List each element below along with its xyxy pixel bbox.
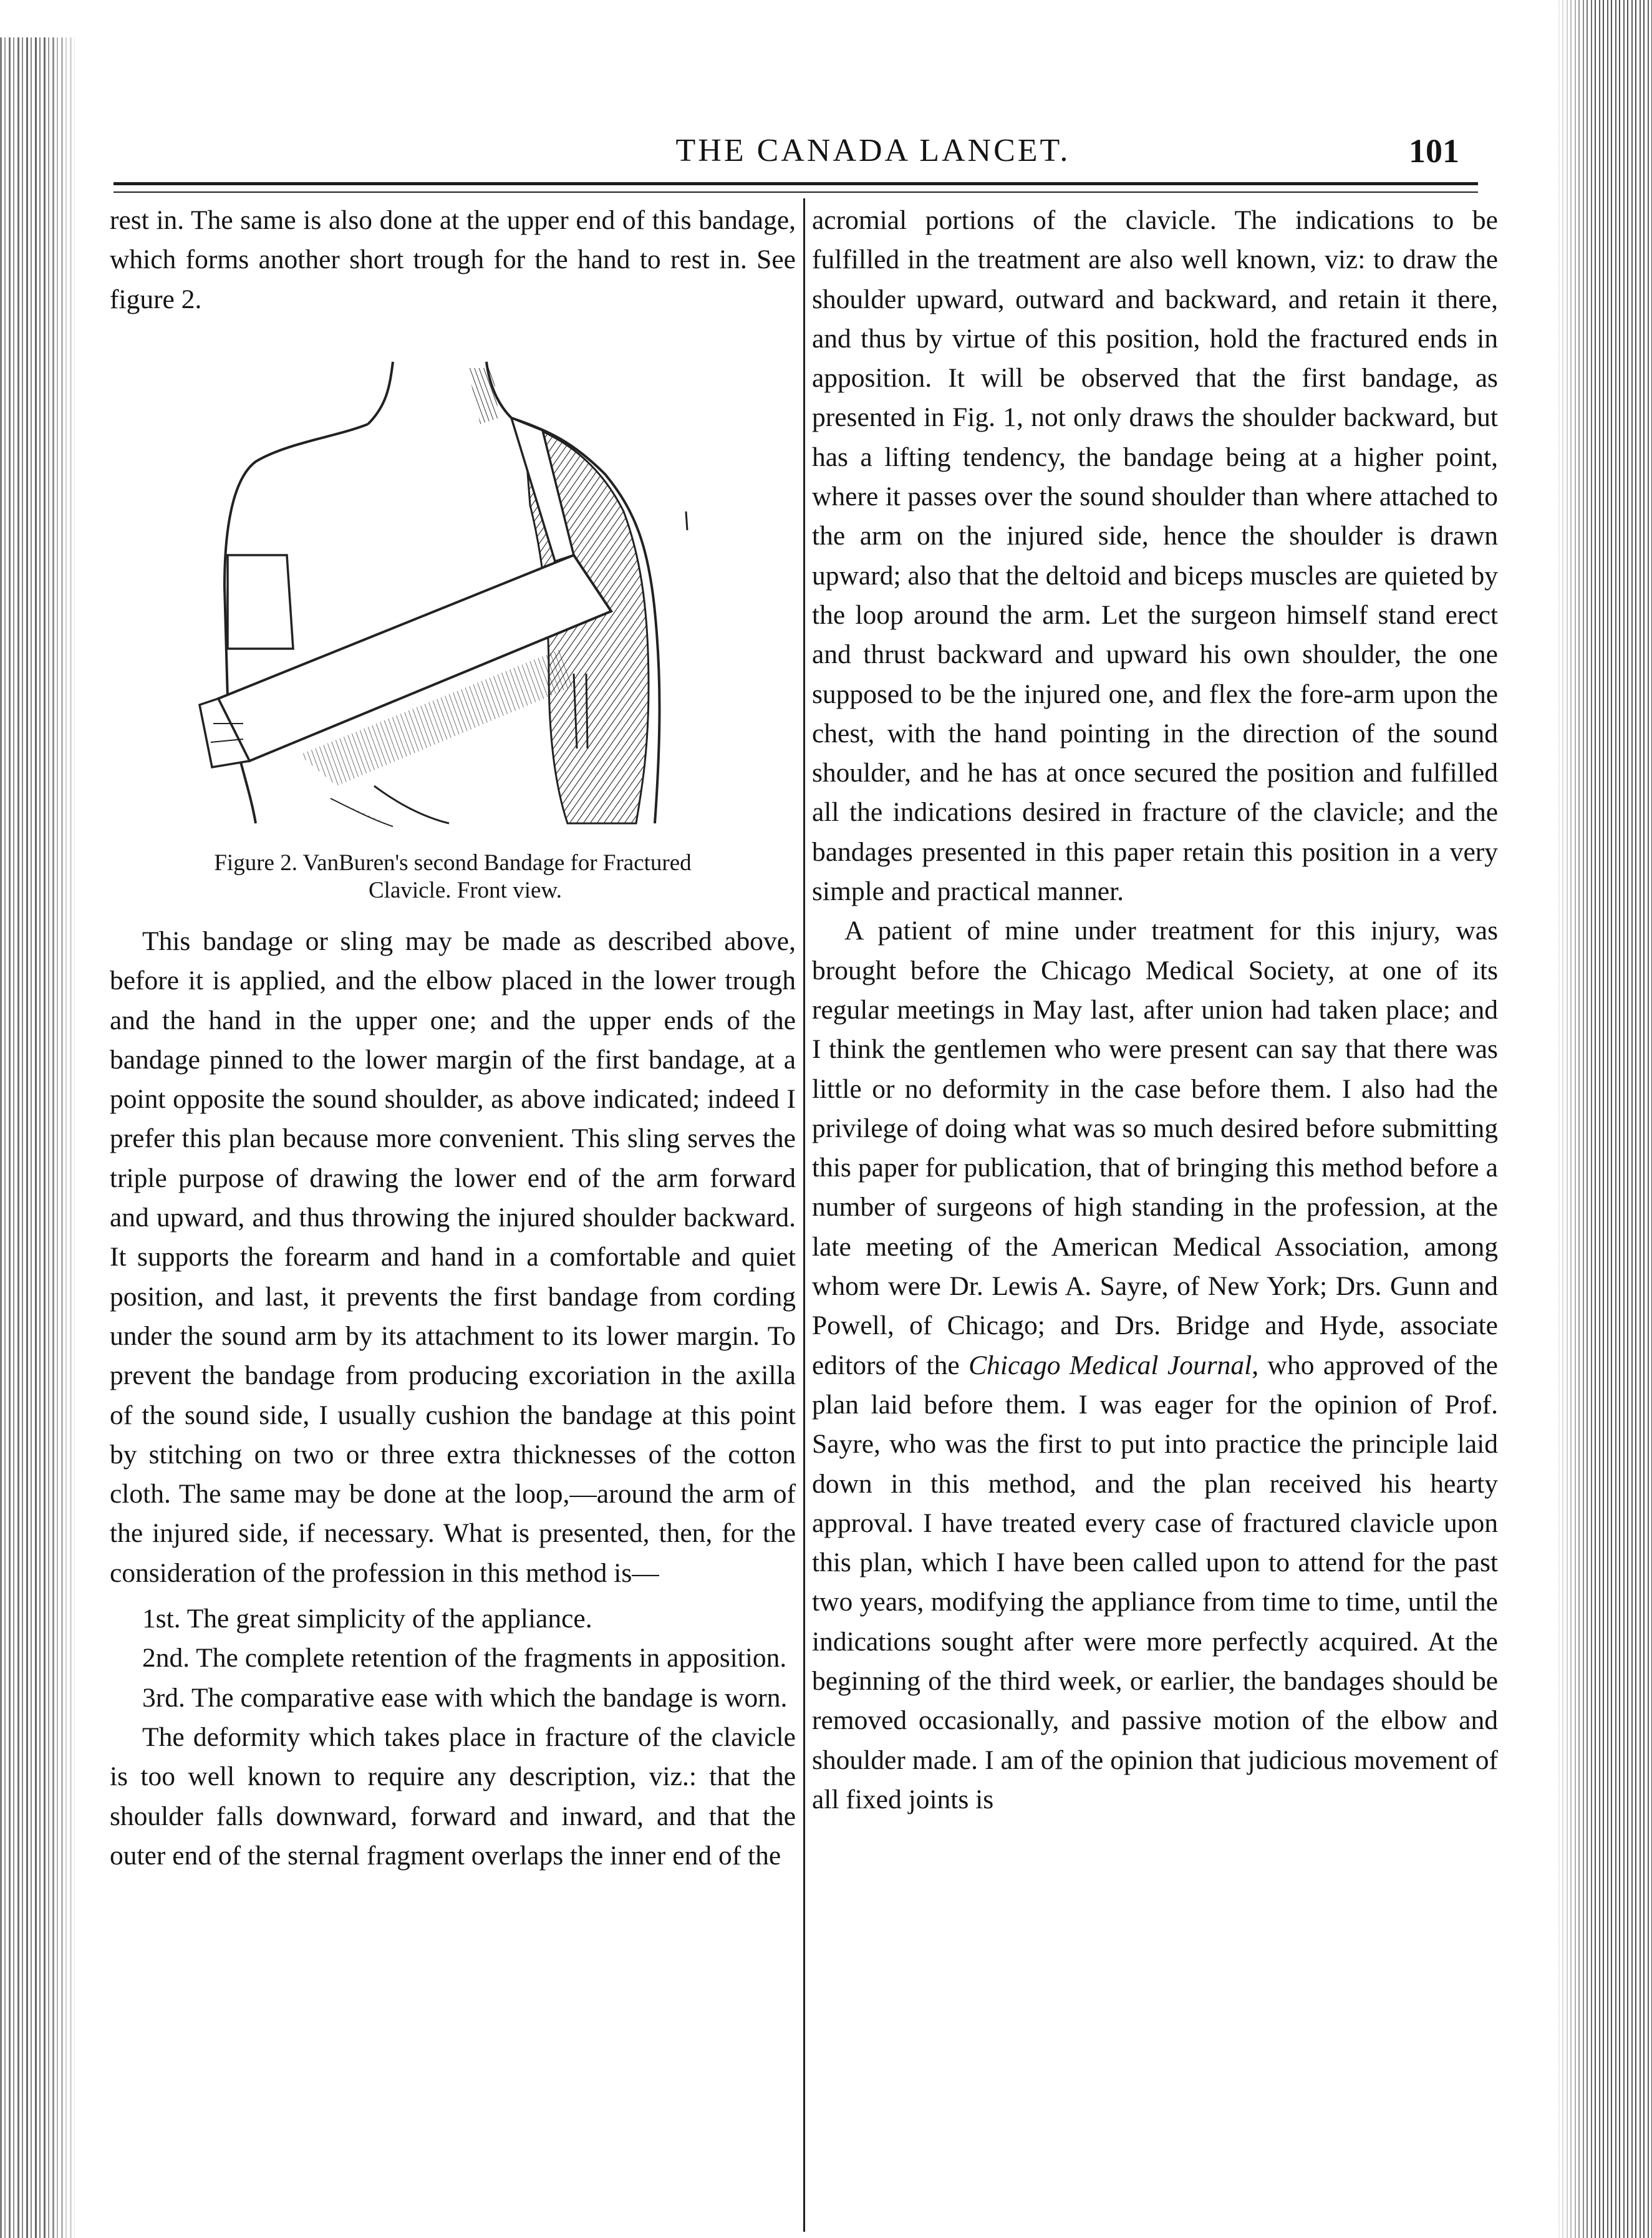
right-column [812,201,1498,1819]
list-item-3: 3rd. The comparative ease with which the bandage is worn. [142,1682,788,1713]
journal-title: THE CANADA LANCET. [675,133,1071,168]
caption-line-1: Figure 2. VanBuren's second Bandage for Fractured [214,850,692,876]
scan-edge-left [0,37,75,2238]
paragraph-deformity: The deformity which takes place in fracture of the clavicle is too well known to require any description, viz.: that the shoulder falls downward, forward and inward, and that the outer end of the sternal fragment overlaps the inner end of the [110,1722,796,1871]
list-item-2: 2nd. The complete retention of the fragments in apposition. [142,1643,787,1674]
page-number: 101 [1409,132,1459,170]
left-column [110,201,796,319]
patient-text-after: , who approved of the plan laid before them. I was eager for the opinion of Prof. Sayre, who was the first to put into practice the principle laid down in this method, and the plan received his hearty approval. I have treated every case of fractured clavicle upon this plan, which I have been called upon to attend for the past two years, modifying the appliance from time to time, until the indications sought after were more perfectly acquired. At the beginning of the third week, or earlier, the bandages should be removed occasionally, and passive motion of the elbow and shoulder made. I am of the opinion that judicious movement of all fixed joints is [812,1350,1498,1814]
paragraph-patient [812,911,1498,1819]
column-divider [803,198,805,2232]
list-item-1: 1st. The great simplicity of the appliance. [142,1604,592,1634]
paragraph-sling: This bandage or sling may be made as described above, before it is applied, and the elbow placed in the lower trough and the hand in the upper one; and the upper ends of the bandage pinned to the lower margin of the first bandage, at a point opposite the sound shoulder, as above indicated; indeed I prefer this plan because more convenient. This sling serves the triple purpose of drawing the lower end of the arm forward and upward, and thus throwing the injured shoulder backward. It supports the forearm and hand in a comfortable and quiet position, and last, it prevents the first bandage from cording under the sound arm by its attachment to its lower margin. To prevent the bandage from producing excoriation in the axilla of the sound side, I usually cushion the bandage at this point by stitching on two or three extra thicknesses of the cotton cloth. The same may be done at the loop,—around the arm of the injured side, if necessary. What is presented, then, for the consideration of the profession in this method is— [110,926,796,1588]
paragraph-indications: acromial portions of the clavicle. The indications to be fulfilled in the treatment are also well known, viz: to draw the shoulder upward, outward and backward, and retain it there, and thus by virtue of this position, hold the fractured ends in apposition. It will be observed that the first bandage, as presented in Fig. 1, not only draws the shoulder backward, but has a lifting tendency, the bandage being at a higher point, where it passes over the sound shoulder than where attached to the arm on the injured side, hence the shoulder is drawn upward; also that the deltoid and biceps muscles are quieted by the loop around the arm. Let the surgeon himself stand erect and thrust backward and upward his own shoulder, the one supposed to be the injured one, and flex the fore-arm upon the chest, with the hand pointing in the direction of the sound shoulder, and he has at once secured the position and fulfilled all the indications desired in fracture of the clavicle; and the bandages presented in this paper retain this position in a very simple and practical manner. [812,205,1498,907]
bandage-figure-drawing [175,349,736,830]
header-rule-thin [114,191,1478,193]
caption-line-2: Clavicle. Front view. [369,878,562,903]
figure-2-illustration [175,349,736,830]
header-rule-thick [114,182,1478,185]
scan-edge-right [1558,0,1652,2238]
left-column-body [110,922,796,1876]
figure-caption [122,850,783,904]
journal-name: Chicago Medical Journal [968,1350,1252,1380]
running-head [112,126,1478,176]
patient-text-before: A patient of mine under treatment for this injury, was brought before the Chicago Medical Society, at one of its regular meetings in May last, after union had taken place; and I think the gentlemen who were present can say that there was little or no deformity in the case before them. I also had the privilege of doing what was so much desired before submitting this paper for publication, that of bringing this method before a number of surgeons of high standing in the profession, at the late meeting of the American Medical Association, among whom were Dr. Lewis A. Sayre, of New York; Drs. Gunn and Powell, of Chicago; and Drs. Bridge and Hyde, associate editors of the [812,916,1498,1380]
opening-paragraph: rest in. The same is also done at the upper end of this bandage, which forms another short trough for the hand to rest in. See figure 2. [110,205,796,314]
